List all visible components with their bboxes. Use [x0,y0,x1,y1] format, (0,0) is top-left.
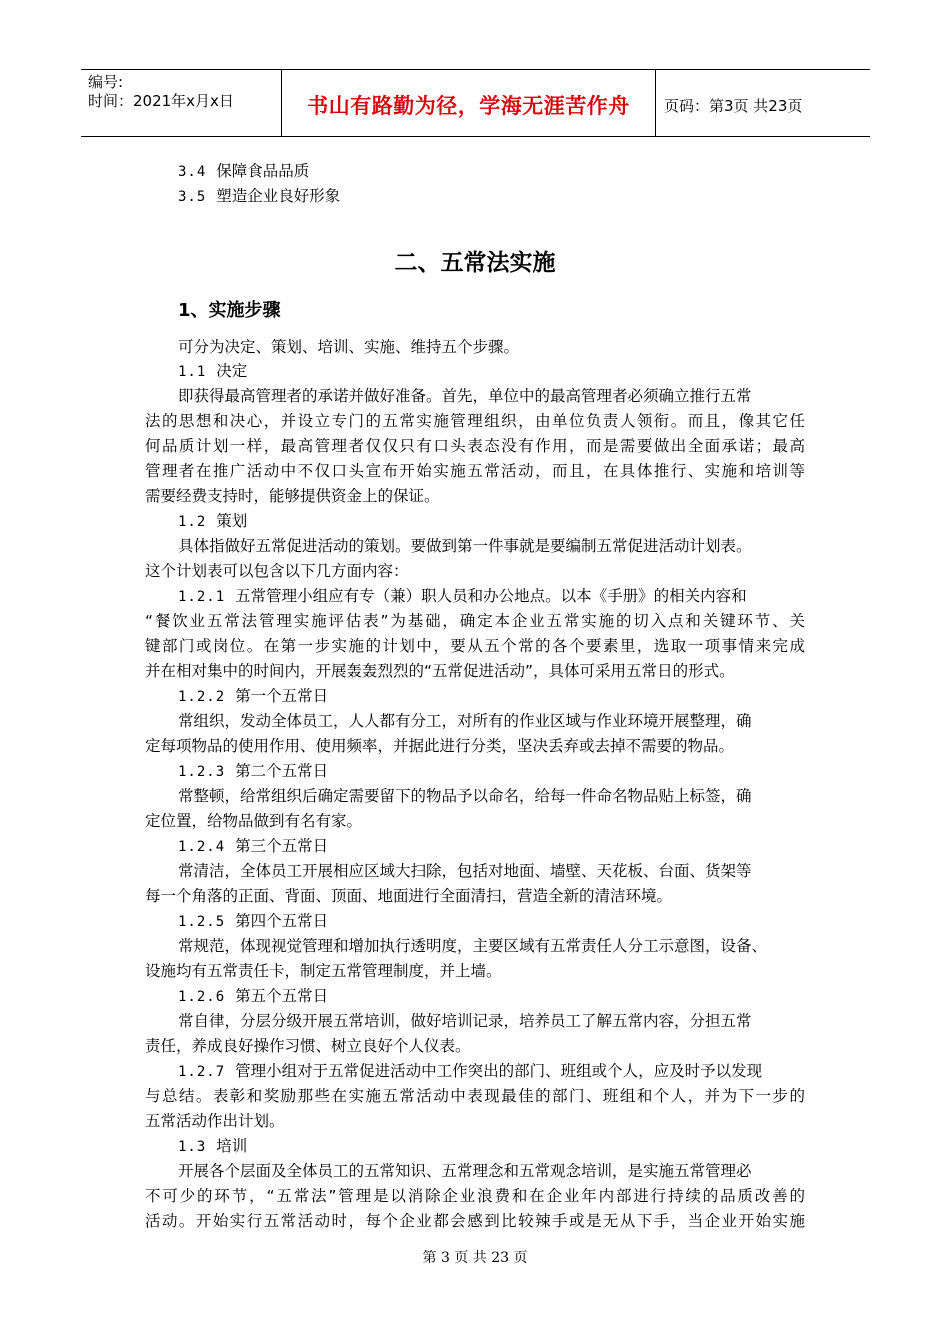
paragraph-line: 常清洁，全体员工开展相应区域大扫除，包括对地面、墙壁、天花板、台面、货架等 [178,862,752,880]
step-heading-1-1: 1.1 决定 [178,362,248,380]
paragraph-line: 设施均有五常责任卡，制定五常管理制度，并上墙。 [145,962,502,980]
paragraph-line: 并在相对集中的时间内，开展轰轰烈烈的“五常促进活动”，具体可采用五常日的形式。 [145,662,735,680]
document-date-label: 时间：2021年x月x日 [88,92,234,110]
paragraph-line: “餐饮业五常法管理实施评估表”为基础，确定本企业五常实施的切入点和关键环节、关 [145,612,805,630]
paragraph-line: 键部门或岗位。在第一步实施的计划中，要从五个常的各个要素里，选取一项事情来完成 [145,637,805,655]
paragraph-line: 何品质计划一样，最高管理者仅仅只有口头表态没有作用，而是需要做出全面承诺；最高 [145,437,805,455]
paragraph-line: 定位置，给物品做到有名有家。 [145,812,363,830]
paragraph-line: 责任，养成良好操作习惯、树立良好个人仪表。 [145,1037,471,1055]
paragraph-line: 常规范，体现视觉管理和增加执行透明度，主要区域有五常责任人分工示意图，设备、 [178,937,768,955]
paragraph-line: 不可少的环节，“五常法”管理是以消除企业浪费和在企业年内部进行持续的品质改善的 [145,1187,805,1205]
step-heading-1-3: 1.3 培训 [178,1137,248,1155]
paragraph-line: 每一个角落的正面、背面、顶面、地面进行全面清扫，营造全新的清洁环境。 [145,887,673,905]
step-item-1-2-5: 1.2.5 第四个五常日 [178,912,329,930]
section-title: 二、五常法实施 [394,250,556,276]
step-item-1-2-2: 1.2.2 第一个五常日 [178,687,329,705]
paragraph-line: 开展各个层面及全体员工的五常知识、五常理念和五常观念培训，是实施五常管理必 [178,1162,752,1180]
step-heading-1-2: 1.2 策划 [178,512,248,530]
step-item-1-2-3: 1.2.3 第二个五常日 [178,762,329,780]
paragraph-line: 即获得最高管理者的承诺并做好准备。首先，单位中的最高管理者必须确立推行五常 [178,387,752,405]
page-header [81,69,870,137]
paragraph-line: 常组织，发动全体员工，人人都有分工，对所有的作业区域与作业环境开展整理，确 [178,712,752,730]
step-item-1-2-4: 1.2.4 第三个五常日 [178,837,329,855]
toc-item-3-5: 3.5 塑造企业良好形象 [178,187,341,205]
header-motto: 书山有路勤为径，学海无涯苦作舟 [281,70,656,136]
paragraph-line: 常整顿，给常组织后确定需要留下的物品予以命名，给每一件命名物品贴上标签，确 [178,787,752,805]
toc-item-3-4: 3.4 保障食品品质 [178,162,310,180]
paragraph-line: 法的思想和决心，并设立专门的五常实施管理组织，由单位负责人领衔。而且，像其它任 [145,412,805,430]
paragraph-line: 这个计划表可以包含以下几方面内容： [145,562,409,580]
subsection-title: 1、实施步骤 [178,300,281,321]
step-item-1-2-7: 1.2.7 管理小组对于五常促进活动中工作突出的部门、班组或个人，应及时予以发现 [178,1062,763,1080]
paragraph-line: 与总结。表彰和奖励那些在实施五常活动中表现最佳的部门、班组和个人，并为下一步的 [145,1087,805,1105]
paragraph-line: 五常活动作出计划。 [145,1112,285,1130]
paragraph-line: 定每项物品的使用作用、使用频率，并据此进行分类，坚决丢弃或去掉不需要的物品。 [145,737,735,755]
paragraph-line: 管理者在推广活动中不仅口头宣布开始实施五常活动，而且，在具体推行、实施和培训等 [145,462,805,480]
header-meta [81,70,281,136]
paragraph-line: 可分为决定、策划、培训、实施、维持五个步骤。 [178,338,520,356]
paragraph-line: 活动。开始实行五常活动时，每个企业都会感到比较辣手或是无从下手，当企业开始实施 [145,1212,805,1230]
paragraph-line: 具体指做好五常促进活动的策划。要做到第一件事就是要编制五常促进活动计划表。 [178,537,752,555]
paragraph-line: 需要经费支持时，能够提供资金上的保证。 [145,487,440,505]
step-item-1-2-6: 1.2.6 第五个五常日 [178,987,329,1005]
page-footer: 第 3 页 共 23 页 [422,1250,528,1266]
paragraph-line: 常自律，分层分级开展五常培训，做好培训记录，培养员工了解五常内容，分担五常 [178,1012,752,1030]
header-page-info: 页码：第3页 共23页 [664,96,803,115]
step-item-1-2-1: 1.2.1 五常管理小组应有专（兼）职人员和办公地点。以本《手册》的相关内容和 [178,587,747,605]
document-number-label: 编号: [88,73,124,91]
